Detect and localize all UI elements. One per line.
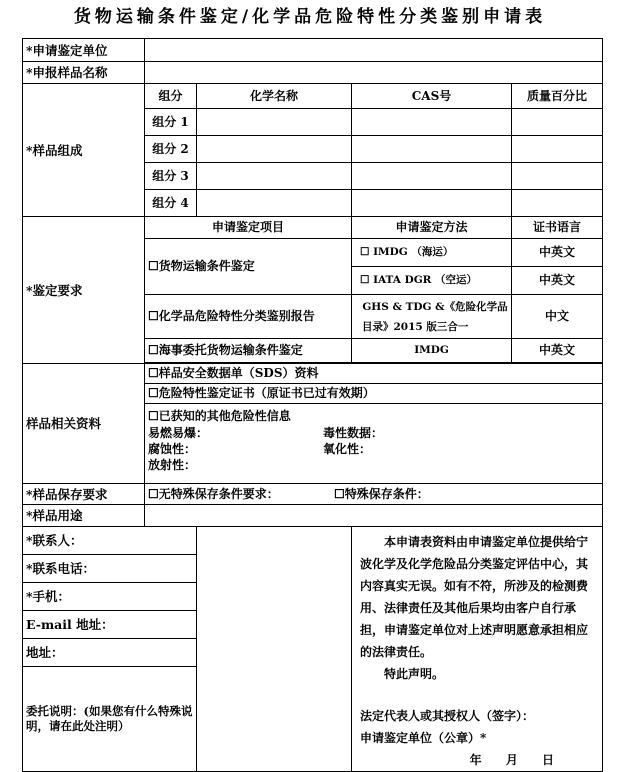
mass-percent-cell[interactable]: [512, 136, 603, 163]
contact-address-field[interactable]: 地址：: [23, 639, 197, 667]
date-field[interactable]: 年 月 日: [469, 753, 554, 767]
method-ghs-line1: GHS & TDG &《危险化学品: [362, 300, 508, 313]
cas-cell[interactable]: [352, 136, 512, 163]
contact-person-field[interactable]: *联系人：: [23, 527, 197, 555]
storage-label: *样品保存要求: [23, 484, 145, 505]
col-header-method: 申请鉴定方法: [352, 217, 512, 239]
col-header-cas: CAS号: [352, 84, 512, 109]
flammable-label: 易燃易爆：: [148, 426, 209, 440]
component-row-label: 组分 2: [145, 136, 197, 163]
mass-percent-cell[interactable]: [512, 109, 603, 136]
corrosive-label: 腐蚀性：: [148, 442, 197, 456]
radioactive-label: 放射性：: [148, 458, 197, 472]
component-row-label: 组分 4: [145, 190, 197, 217]
chem-name-cell[interactable]: [197, 109, 352, 136]
col-header-language: 证书语言: [512, 217, 603, 239]
sample-name-label: *申报样品名称: [23, 62, 145, 84]
storage-special-checkbox[interactable]: ☐特殊保存条件：: [334, 486, 429, 501]
stamp-field[interactable]: 申请鉴定单位（公章）*: [360, 731, 487, 745]
oxidizing-label: 氧化性：: [323, 442, 372, 456]
language-cell: 中英文: [512, 239, 603, 267]
application-form: [22, 38, 603, 772]
requirements-label: *鉴定要求: [23, 217, 145, 364]
unit-field[interactable]: [145, 39, 603, 62]
method-iata-checkbox[interactable]: ☐ IATA DGR （空运）: [352, 267, 512, 295]
contact-mobile-field[interactable]: *手机：: [23, 583, 197, 611]
storage-options: [145, 484, 603, 505]
item-transport-checkbox[interactable]: ☐货物运输条件鉴定: [145, 239, 352, 295]
statement-block: [352, 527, 603, 772]
method-imdg-checkbox[interactable]: ☐ IMDG （海运）: [352, 239, 512, 267]
usage-label: *样品用途: [23, 505, 145, 527]
chem-name-cell[interactable]: [197, 163, 352, 190]
storage-none-checkbox[interactable]: ☐无特殊保存条件要求：: [148, 486, 279, 501]
col-header-item: 申请鉴定项目: [145, 217, 352, 239]
composition-label: *样品组成: [23, 84, 145, 217]
method-ghs-line2: 目录》2015 版三合一: [362, 320, 469, 333]
remark-field[interactable]: 委托说明：(如果您有什么特殊说明，请在此处注明）: [23, 667, 197, 772]
language-cell: 中文: [512, 295, 603, 339]
chem-name-cell[interactable]: [197, 136, 352, 163]
component-row-label: 组分 3: [145, 163, 197, 190]
sds-checkbox[interactable]: ☐样品安全数据单（SDS）资料: [145, 364, 603, 384]
cas-cell[interactable]: [352, 190, 512, 217]
contact-spacer: [197, 527, 352, 772]
certificate-checkbox[interactable]: ☐危险特性鉴定证书（原证书已过有效期）: [145, 384, 603, 404]
unit-label: *申请鉴定单位: [23, 39, 145, 62]
page-title: 货物运输条件鉴定/化学品危险特性分类鉴别申请表: [73, 7, 547, 27]
col-header-chem-name: 化学名称: [197, 84, 352, 109]
method-imdg: IMDG: [352, 339, 512, 363]
method-ghs-tdg: [352, 295, 512, 339]
cas-cell[interactable]: [352, 109, 512, 136]
sample-name-field[interactable]: [145, 62, 603, 84]
mass-percent-cell[interactable]: [512, 190, 603, 217]
contact-email-field[interactable]: E-mail 地址：: [23, 611, 197, 639]
language-cell: 中英文: [512, 339, 603, 363]
mass-percent-cell[interactable]: [512, 163, 603, 190]
item-hazard-report-checkbox[interactable]: ☐化学品危险特性分类鉴别报告: [145, 295, 352, 339]
chem-name-cell[interactable]: [197, 190, 352, 217]
signer-field[interactable]: 法定代表人或其授权人（签字）：: [360, 709, 535, 723]
toxicity-label: 毒性数据：: [323, 426, 384, 440]
sample-docs-label: 样品相关资料: [23, 364, 145, 484]
col-header-component: 组分: [145, 84, 197, 109]
other-hazard-checkbox[interactable]: ☐已获知的其他危险性信息: [148, 409, 291, 423]
cas-cell[interactable]: [352, 163, 512, 190]
item-maritime-checkbox[interactable]: ☐海事委托货物运输条件鉴定: [145, 339, 352, 363]
statement-text: 本申请表资料由申请鉴定单位提供给宁波化学及化学危险品分类鉴定评估中心，其内容真实无误。如有不符，所涉及的检测费用、法律责任及其他后果均由客户自行承担，申请鉴定单位对上述声明愿意承担相应的法律责任。: [360, 535, 589, 659]
usage-field[interactable]: [145, 505, 603, 527]
component-row-label: 组分 1: [145, 109, 197, 136]
other-hazard-info: [145, 404, 603, 484]
contact-phone-field[interactable]: *联系电话：: [23, 555, 197, 583]
col-header-mass-percent: 质量百分比: [512, 84, 603, 109]
language-cell: 中英文: [512, 267, 603, 295]
statement-declare: 特此声明。: [384, 667, 445, 681]
